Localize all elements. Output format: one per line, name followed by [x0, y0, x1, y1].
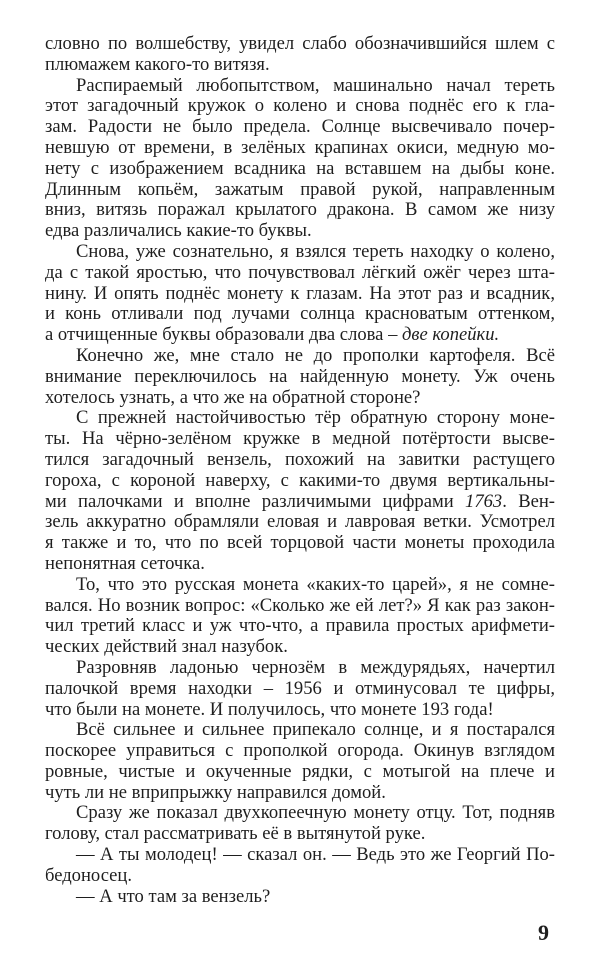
text-line — [45, 700, 555, 721]
text-span: ческих действий знал назубок. — [45, 636, 288, 658]
text-span: Всё сильнее и сильнее припекало солнце, и я постарался — [76, 719, 555, 741]
text-line — [45, 346, 555, 367]
text-span: Снова, уже сознательно, я взялся тереть находку о колено, — [76, 240, 555, 262]
text-span: — А что там за вензель? — [76, 885, 271, 907]
text-line — [45, 55, 555, 76]
text-span: То, что это русская монета «каких-то царей», я не сомне- — [76, 573, 555, 595]
text-line — [45, 429, 555, 450]
text-line — [45, 34, 555, 55]
text-line — [45, 450, 555, 471]
text-span: ты. На чёрно-зелёном кружке в медной потёртости высве- — [45, 428, 555, 450]
text-line — [45, 117, 555, 138]
text-line — [45, 284, 555, 305]
text-line — [45, 512, 555, 533]
italic-text: 1763 — [465, 490, 503, 512]
text-line — [45, 845, 555, 866]
text-line — [45, 887, 555, 908]
text-line — [45, 471, 555, 492]
text-span: чил третий класс и уж что-что, а правила простых арифмети- — [45, 615, 555, 637]
italic-text: две копейки. — [402, 324, 500, 346]
text-line — [45, 762, 555, 783]
text-span: я также и то, что по всей торцовой части монеты проходила — [45, 532, 555, 554]
text-span: С прежней настойчивостью тёр обратную сторону моне- — [76, 407, 555, 429]
text-span: голову, стал рассматривать её в вытянутой руке. — [45, 823, 426, 845]
text-line — [45, 824, 555, 845]
text-line — [45, 637, 555, 658]
text-span: ми палочками и вполне различимыми цифрами — [45, 490, 466, 512]
text-span: тился загадочный вензель, похожий на завитки растущего — [45, 448, 555, 470]
text-line — [45, 76, 555, 97]
text-span: едва различались какие-то буквы. — [45, 220, 312, 242]
text-span: что были на монете. И получилось, что монете 193 года! — [45, 698, 494, 720]
text-line — [45, 533, 555, 554]
text-line — [45, 221, 555, 242]
text-span: чуть ли не вприпрыжку направился домой. — [45, 781, 386, 803]
text-line — [45, 575, 555, 596]
text-span: вался. Но возник вопрос: «Сколько же ей лет?» Я как раз закон- — [45, 594, 555, 616]
book-page-text — [45, 34, 555, 907]
text-span: ровные, чистые и окученные рядки, с мотыгой на плече и — [45, 760, 555, 782]
text-span: — А ты молодец! — сказал он. — Ведь это же Георгий По- — [76, 844, 555, 866]
text-line — [45, 596, 555, 617]
text-line — [45, 783, 555, 804]
page-number: 9 — [538, 920, 549, 945]
text-span: вниз, витязь поражал крылатого дракона. В самом же низу — [45, 199, 555, 221]
text-line — [45, 803, 555, 824]
text-span: этот загадочный кружок о колено и снова поднёс его к гла- — [45, 95, 555, 117]
text-span: и конь отливали под лучами солнца красноватым оттенком, — [45, 303, 555, 325]
text-span: поскорее управиться с прополкой огорода. Окинув взглядом — [45, 740, 555, 762]
text-line — [45, 96, 555, 117]
text-span: гороха, с короной наверху, с какими-то двумя вертикальны- — [45, 469, 555, 491]
text-span: . Вен- — [502, 490, 555, 512]
text-line — [45, 263, 555, 284]
text-span: Длинным копьём, зажатым правой рукой, направленным — [45, 178, 555, 200]
text-line — [45, 866, 555, 887]
text-line — [45, 658, 555, 679]
text-line — [45, 492, 555, 513]
text-span: нету с изображением всадника на вставшем на дыбы коне. — [45, 157, 555, 179]
text-span: да с такой яростью, что почувствовал лёгкий ожёг через шта- — [45, 261, 555, 283]
text-line — [45, 679, 555, 700]
text-line — [45, 741, 555, 762]
text-span: плюмажем какого-то витязя. — [45, 53, 270, 75]
text-line — [45, 242, 555, 263]
text-line — [45, 720, 555, 741]
text-span: словно по волшебству, увидел слабо обозначившийся шлем с — [45, 33, 555, 54]
text-line — [45, 180, 555, 201]
text-span: зам. Радости не было предела. Солнце высвечивало почер- — [45, 116, 555, 138]
text-span: хотелось узнать, а что же на обратной стороне? — [45, 386, 421, 408]
text-span: невшую от времени, в зелёных крапинах окиси, медную мо- — [45, 136, 555, 158]
text-span: Конечно же, мне стало не до прополки картофеля. Всё — [76, 344, 555, 366]
text-line — [45, 388, 555, 409]
text-line — [45, 159, 555, 180]
text-span: нину. И опять поднёс монету к глазам. На этот раз и всадник, — [45, 282, 555, 304]
text-span: палочкой время находки – 1956 и отминусовал те цифры, — [45, 677, 555, 699]
text-line — [45, 367, 555, 388]
text-line — [45, 616, 555, 637]
text-span: внимание переключилось на найденную монету. Уж очень — [45, 365, 555, 387]
text-span: бедоносец. — [45, 864, 133, 886]
text-span: зель аккуратно обрамляли еловая и лавровая ветки. Усмотрел — [45, 511, 555, 533]
text-line — [45, 200, 555, 221]
text-line — [45, 138, 555, 159]
text-span: Распираемый любопытством, машинально начал тереть — [76, 74, 555, 96]
text-span: непонятная сеточка. — [45, 552, 205, 574]
text-line — [45, 304, 555, 325]
text-span: Сразу же показал двухкопеечную монету отцу. Тот, подняв — [76, 802, 555, 824]
text-line — [45, 554, 555, 575]
text-line — [45, 408, 555, 429]
text-line — [45, 325, 555, 346]
text-span: а отчищенные буквы образовали два слова – — [45, 324, 403, 346]
text-span: Разровняв ладонью чернозём в междурядьях, начертил — [76, 656, 555, 678]
